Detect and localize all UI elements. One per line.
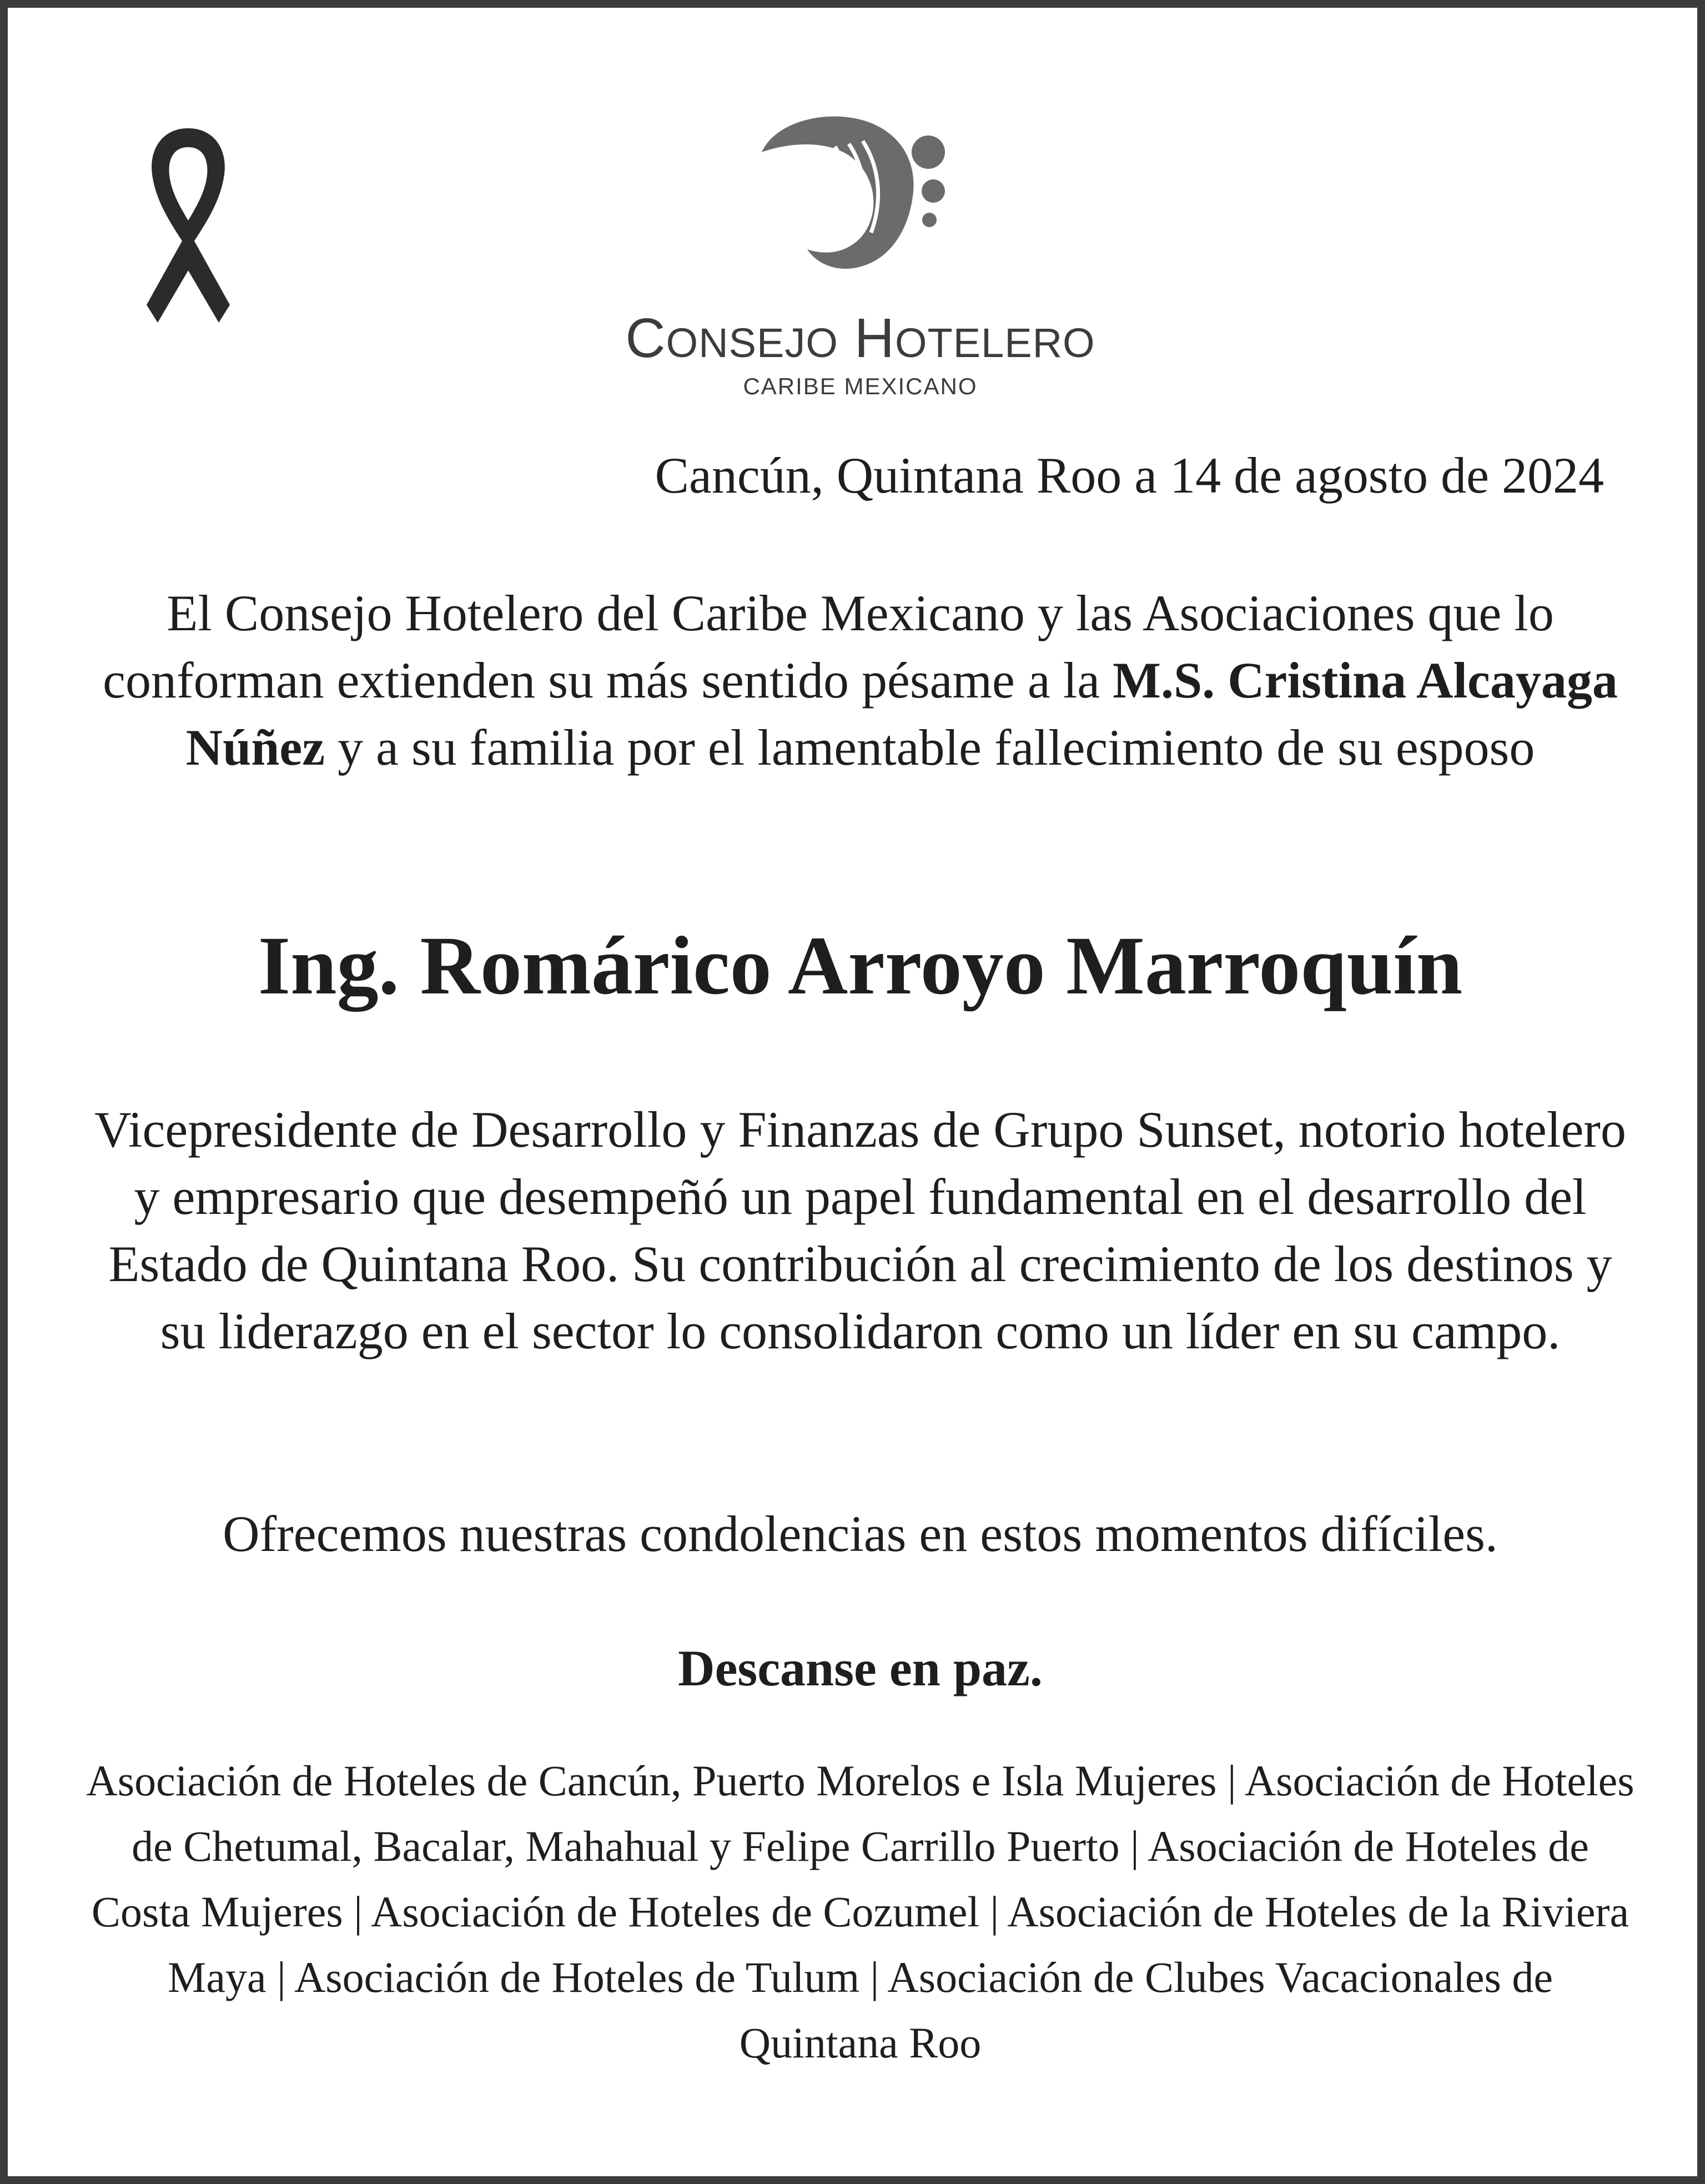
logo-title-first-rest: ONSEJO [666, 320, 838, 366]
intro-text-end: y a su familia por el lamentable fallecimiento de su esposo [325, 719, 1535, 776]
consejo-hotelero-logo-icon [752, 113, 963, 274]
rest-in-peace: Descanse en paz. [678, 1640, 1043, 1696]
logo-title-second-cap: H [854, 307, 895, 369]
mourning-ribbon-icon [130, 122, 247, 330]
logo-wordmark [563, 305, 1158, 376]
member-associations: Asociación de Hoteles de Cancún, Puerto Morelos e Isla Mujeres | Asociación de Hoteles de Chetumal, Bacalar, Mahahual y Felipe Carrillo Puerto | Asociación de Hoteles de Costa Mujeres | Asociación de Hoteles de Cozumel | Asociación de Hoteles de la Riviera Maya | Asociación de Hoteles de Tulum | Asociación de Clubes Vacacionales de Quintana Roo [86, 1756, 1634, 2067]
logo-subtitle: CARIBE MEXICANO [743, 373, 978, 399]
intro-text-start: El Consejo Hotelero del Caribe Mexicano y las Asociaciones que lo conforman extienden su más sentido pésame a la [103, 585, 1554, 709]
logo-title-second-rest: OTELERO [894, 320, 1095, 366]
bio-paragraph: Vicepresidente de Desarrollo y Finanzas de Grupo Sunset, notorio hotelero y empresario que desempeñó un papel fundamental en el desarrollo del Estado de Quintana Roo. Su contribución al crecimiento de los destinos y su liderazgo en el sector lo consolidaron como un líder en su campo. [94, 1101, 1626, 1359]
date-line: Cancún, Quintana Roo a 14 de agosto de 2024 [655, 447, 1604, 504]
recipient-name: M.S. Cristina Alcayaga Núñez [185, 652, 1618, 776]
logo-title-first-cap: C [625, 307, 666, 369]
intro-paragraph [85, 580, 1635, 781]
closing-line: Ofrecemos nuestras condolencias en estos momentos difíciles. [223, 1505, 1498, 1562]
deceased-name: Ing. Romárico Arroyo Marroquín [258, 920, 1463, 1012]
